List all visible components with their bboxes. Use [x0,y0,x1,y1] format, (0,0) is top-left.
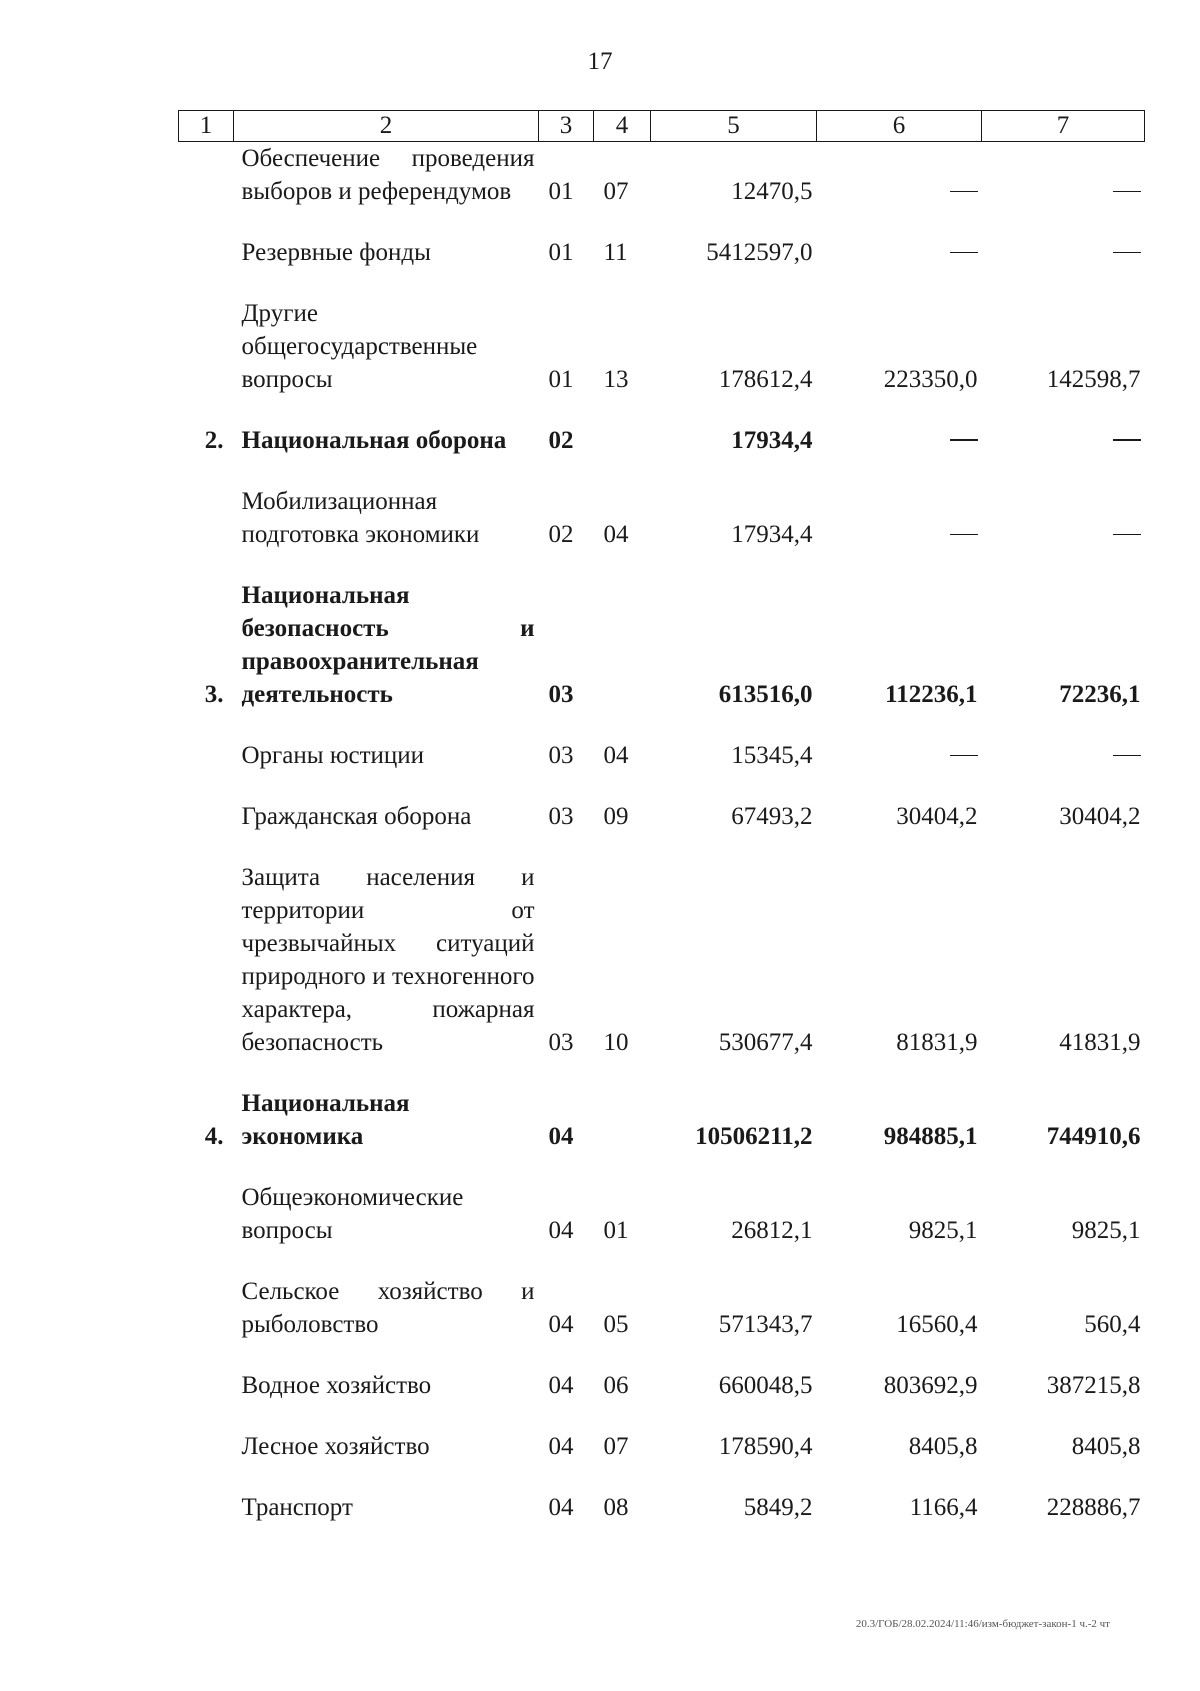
row-number [179,711,234,772]
dash-placeholder [1113,252,1141,253]
row-subsection-code [594,1059,651,1153]
row-name: Национальная безопасность и правоохранительная деятельность [241,582,535,708]
row-value-col7: 9825,1 [1071,1217,1141,1244]
row-subsection-code: 05 [603,1311,629,1338]
row-name: Общеэкономические вопросы [241,1184,464,1244]
dash-placeholder [1113,534,1141,535]
header-col-6: 6 [817,111,982,142]
row-value-col7: 142598,7 [1046,366,1141,393]
row-value-col6 [817,457,982,551]
row-subsection-code [594,551,651,711]
row-section-code: 03 [548,681,574,708]
row-section-code: 04 [548,1372,574,1399]
row-value-col5: 5849,2 [743,1494,813,1521]
row-number [179,833,234,1059]
row-subsection-code: 06 [603,1372,629,1399]
row-section-code: 01 [548,366,574,393]
dash-placeholder [1113,439,1141,441]
row-subsection-code: 07 [603,178,629,205]
row-section-code: 02 [548,521,574,548]
row-value-col5: 660048,5 [718,1372,813,1399]
row-name: Резервные фонды [241,239,431,266]
table-row [179,142,1145,209]
row-section-code: 01 [548,178,574,205]
row-value-col5: 67493,2 [731,803,813,830]
row-name: Гражданская оборона [241,803,472,830]
row-subsection-code: 09 [603,803,629,830]
dash-placeholder [950,252,978,253]
table-row [179,1153,1145,1247]
dash-placeholder [1113,191,1141,192]
row-subsection-code: 11 [603,239,628,266]
table-row-section [179,551,1145,711]
table-row [179,1247,1145,1341]
row-value-col5: 15345,4 [731,742,813,769]
header-col-2: 2 [234,111,539,142]
row-subsection-code: 07 [603,1433,629,1460]
row-number [179,269,234,396]
row-name: Национальная оборона [241,427,507,454]
dash-placeholder [950,534,978,535]
row-value-col5: 5412597,0 [706,239,813,266]
row-value-col7: 41831,9 [1059,1029,1141,1056]
row-name: Обеспечение проведения выборов и референдумов [241,145,535,205]
row-value-col6: 1166,4 [909,1494,978,1521]
row-value-col7 [982,142,1145,209]
row-number [179,1247,234,1341]
header-col-4: 4 [594,111,651,142]
header-col-5: 5 [651,111,817,142]
row-number [179,1341,234,1402]
budget-table-container [178,110,1144,1524]
row-value-col5: 571343,7 [718,1311,813,1338]
row-subsection-code: 13 [603,366,629,393]
header-col-3: 3 [539,111,594,142]
row-name: Органы юстиции [241,742,425,769]
row-section-code: 04 [548,1123,574,1150]
row-value-col5: 10506211,2 [695,1123,813,1150]
row-subsection-code [594,396,651,457]
row-number: 4. [204,1123,224,1150]
row-section-code: 04 [548,1217,574,1244]
document-footer-code: 20.3/ГОБ/28.02.2024/11:46/изм-бюджет-закон-1 ч.-2 чт [855,1618,1110,1630]
row-value-col5: 178590,4 [718,1433,813,1460]
table-row [179,833,1145,1059]
table-row [179,1463,1145,1524]
row-section-code: 01 [548,239,574,266]
row-value-col6: 30404,2 [896,803,978,830]
row-number [179,1463,234,1524]
row-section-code: 03 [548,1029,574,1056]
row-value-col7: 8405,8 [1071,1433,1141,1460]
row-value-col7: 30404,2 [1059,803,1141,830]
dash-placeholder [950,755,978,756]
row-value-col7 [982,711,1145,772]
row-subsection-code: 04 [603,521,629,548]
row-name: Защита населения и территории от чрезвычайных ситуаций природного и техногенного характера, пожарная безопасность [241,864,535,1056]
row-value-col7 [982,396,1145,457]
table-row [179,269,1145,396]
row-value-col6 [817,711,982,772]
table-row [179,208,1145,269]
dash-placeholder [950,439,978,441]
table-row-section [179,1059,1145,1153]
table-body [179,142,1145,1525]
row-name: Мобилизационная подготовка экономики [241,488,480,548]
header-col-1: 1 [179,111,234,142]
row-number [179,142,234,209]
row-subsection-code: 01 [603,1217,629,1244]
row-value-col7: 228886,7 [1046,1494,1141,1521]
dash-placeholder [950,191,978,192]
row-value-col5: 12470,5 [731,178,813,205]
budget-table [178,110,1145,1524]
table-row [179,457,1145,551]
row-subsection-code: 08 [603,1494,629,1521]
row-value-col5: 26812,1 [731,1217,813,1244]
row-section-code: 04 [548,1311,574,1338]
row-name: Транспорт [241,1494,353,1521]
row-number [179,208,234,269]
row-value-col6 [817,396,982,457]
table-header [179,111,1145,142]
table-row [179,772,1145,833]
row-value-col6 [817,208,982,269]
table-row [179,1402,1145,1463]
row-value-col5: 17934,4 [731,521,813,548]
row-value-col5: 613516,0 [718,681,813,708]
row-value-col7: 744910,6 [1046,1123,1141,1150]
row-name: Водное хозяйство [241,1372,432,1399]
row-subsection-code: 04 [603,742,629,769]
row-number [179,1402,234,1463]
row-section-code: 02 [548,427,574,454]
row-value-col7 [982,457,1145,551]
header-row [179,111,1145,142]
row-number [179,1153,234,1247]
row-value-col7: 72236,1 [1059,681,1141,708]
row-value-col6: 223350,0 [883,366,978,393]
row-value-col7: 560,4 [1084,1311,1141,1338]
row-section-code: 03 [548,803,574,830]
row-value-col6: 984885,1 [883,1123,978,1150]
row-value-col6: 16560,4 [896,1311,978,1338]
row-name: Другие общегосударственные вопросы [241,300,478,393]
row-section-code: 04 [548,1494,574,1521]
row-value-col6: 8405,8 [908,1433,978,1460]
row-name: Национальная экономика [241,1090,410,1150]
row-value-col7 [982,208,1145,269]
row-value-col6 [817,142,982,209]
row-value-col7: 387215,8 [1046,1372,1141,1399]
table-row [179,1341,1145,1402]
row-name: Лесное хозяйство [241,1433,430,1460]
row-value-col6: 803692,9 [883,1372,978,1399]
table-row [179,711,1145,772]
row-section-code: 03 [548,742,574,769]
row-number: 3. [204,681,224,708]
row-section-code: 04 [548,1433,574,1460]
row-value-col6: 9825,1 [908,1217,978,1244]
page-number: 17 [587,48,613,75]
row-value-col6: 81831,9 [896,1029,978,1056]
header-col-7: 7 [982,111,1145,142]
row-value-col5: 530677,4 [718,1029,813,1056]
row-number: 2. [204,427,224,454]
dash-placeholder [1113,755,1141,756]
table-row-section [179,396,1145,457]
row-value-col5: 17934,4 [731,427,813,454]
row-subsection-code: 10 [603,1029,629,1056]
row-value-col6: 112236,1 [885,681,978,708]
row-number [179,772,234,833]
row-number [179,457,234,551]
row-name: Сельское хозяйство и рыболовство [241,1278,535,1338]
row-value-col5: 178612,4 [718,366,813,393]
